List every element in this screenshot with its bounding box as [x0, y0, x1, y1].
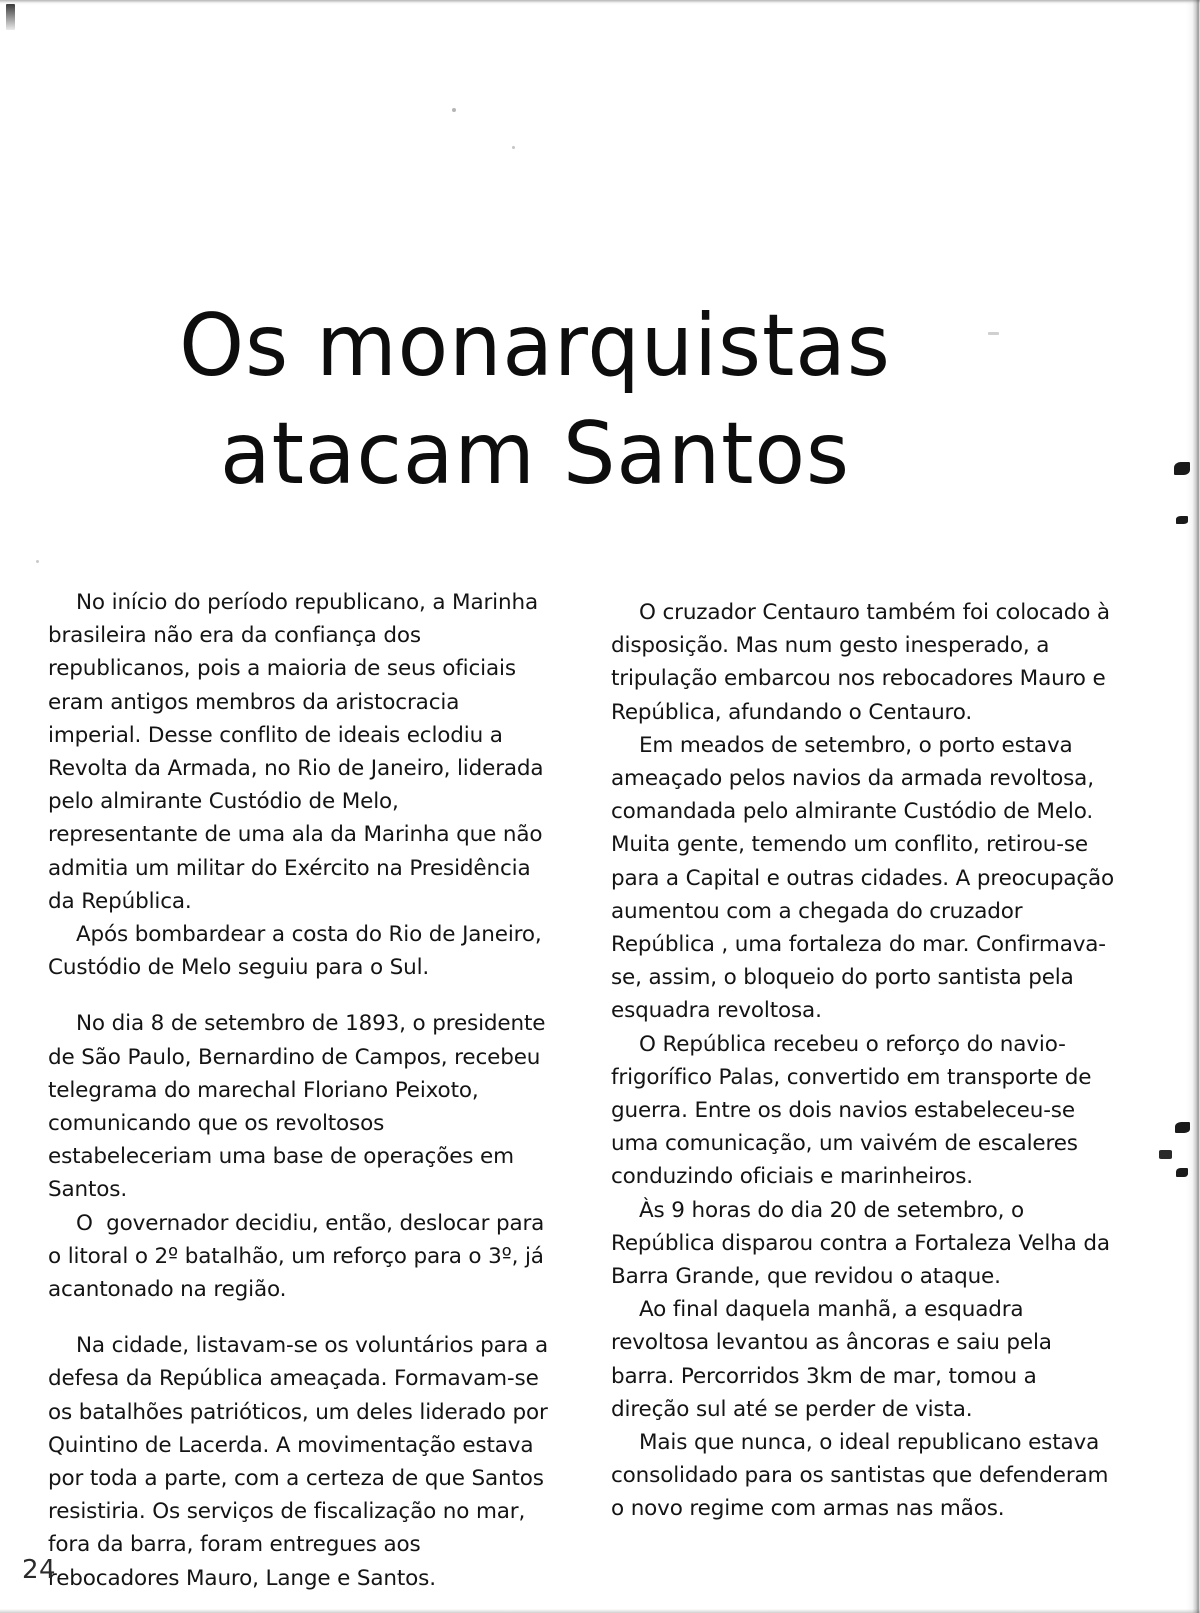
scan-artifact-right-2 [1176, 516, 1188, 524]
article-body [48, 586, 1133, 1595]
article-title-line-1: Os monarquistas [179, 296, 891, 396]
scan-artifact-right-3 [1175, 1122, 1190, 1133]
paragraph: Mais que nunca, o ideal republicano estava consolidado para os santistas que defenderam o novo regime com armas nas mãos. [611, 1430, 1116, 1522]
scan-edge-shadow-right [1186, 0, 1200, 1613]
scan-artifact-top-left [6, 4, 15, 30]
paragraph: Ao final daquela manhã, a esquadra revoltosa levantou as âncoras e saiu pela barra. Percorridos 3km de mar, tomou a direção sul até se perder de vista. [611, 1297, 1059, 1422]
paragraph: Em meados de setembro, o porto estava ameaçado pelos navios da armada revoltosa, comandada pelo almirante Custódio de Melo. Muita gente, temendo um conflito, retirou-se para a Capital e outras cidades. A preocupação aumentou com a chegada do cruzador República , uma fortaleza do mar. Confirmava-se, assim, o bloqueio do porto santista pela esquadra revoltosa. [611, 732, 1121, 1024]
page-number: 24 [22, 1555, 57, 1585]
paragraph: Após bombardear a costa do Rio de Janeiro, Custódio de Melo seguiu para o Sul. [48, 922, 549, 981]
paragraph: O governador decidiu, então, deslocar para o litoral o 2º batalhão, um reforço para o 3º, já acantonado na região. [48, 1210, 551, 1303]
paragraph: O República recebeu o reforço do navio-frigorífico Palas, convertido em transporte de guerra. Entre os dois navios estabeleceu-se uma comunicação, um vaivém de escaleres conduzindo oficiais e marinheiros. [611, 1031, 1099, 1190]
paragraph: Às 9 horas do dia 20 de setembro, o República disparou contra a Fortaleza Velha da Barra Grande, que revidou o ataque. [611, 1197, 1117, 1290]
scan-edge-shadow-bottom [0, 1609, 1200, 1613]
paragraph: O cruzador Centauro também foi colocado à disposição. Mas num gesto inesperado, a tripulação embarcou nos rebocadores Mauro e República, afundando o Centauro. [611, 600, 1117, 725]
paragraph: No dia 8 de setembro de 1893, o presidente de São Paulo, Bernardino de Campos, recebeu telegrama do marechal Floriano Peixoto, comunicando que os revoltosos estabeleceriam uma base de operações em Santos. [48, 1011, 553, 1203]
scan-artifact-right-1 [1174, 462, 1190, 475]
article-title [0, 292, 1070, 508]
column-left [48, 586, 553, 1595]
paragraph: No início do período republicano, a Marinha brasileira não era da confiança dos republicanos, pois a maioria de seus oficiais eram antigos membros da aristocracia imperial. Desse conflito de ideais eclodiu a Revolta da Armada, no Rio de Janeiro, liderada pelo almirante Custódio de Melo, representante de uma ala da Marinha que não admitia um militar do Exército na Presidência da República. [48, 590, 551, 914]
scan-artifact-right-5 [1159, 1150, 1172, 1159]
scan-speck-3 [36, 560, 39, 563]
column-right [611, 596, 1121, 1605]
paragraph: Na cidade, listavam-se os voluntários para a defesa da República ameaçada. Formavam-se os batalhões patrióticos, um deles liderado por Quintino de Lacerda. A movimentação estava por toda a parte, com a certeza de que Santos resistiria. Os serviços de fiscalização no mar, fora da barra, foram entregues aos rebocadores Mauro, Lange e Santos. [48, 1333, 555, 1591]
scan-speck-2 [512, 146, 515, 149]
article-title-line-2: atacam Santos [220, 404, 850, 504]
scan-artifact-right-4 [1176, 1168, 1188, 1177]
scan-speck-1 [452, 108, 456, 112]
scan-edge-shadow-top [0, 0, 1200, 5]
